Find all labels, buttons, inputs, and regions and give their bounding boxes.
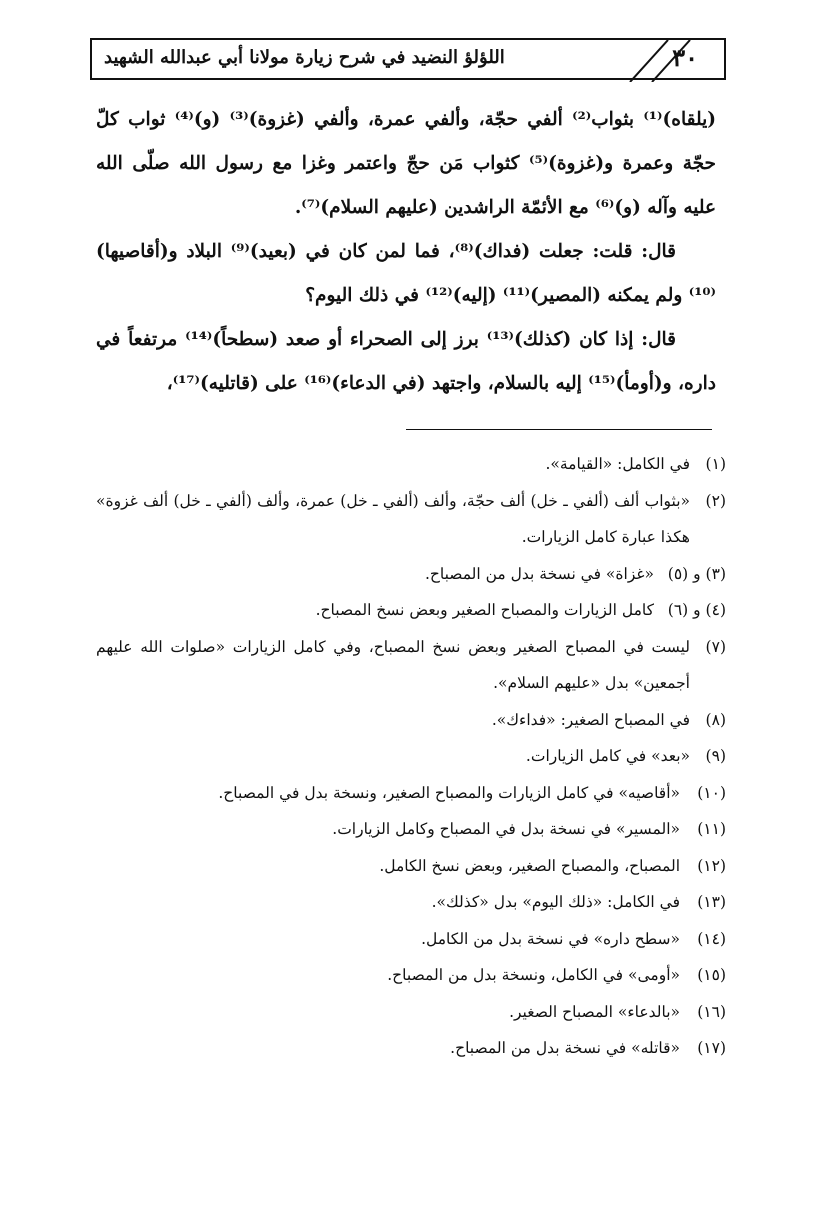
footnote [96,556,726,593]
footnote [96,702,726,739]
footnote [96,811,726,848]
footnote [96,775,726,812]
footnote-text: ليست في المصباح الصغير وبعض نسخ المصباح، وفي كامل الزيارات «صلوات الله عليهم أجمعين» بدل «عليهم السلام». [96,637,690,692]
footnote-divider [406,429,712,430]
page-number: ٣٠ [672,43,698,72]
footnote-text: «غزاة» في نسخة بدل من المصباح. [424,564,654,583]
paragraph-1: (يلقاه)⁽¹⁾ بثواب⁽²⁾ ألفي حجّة، وألفي عمرة، وألفي (غزوة)⁽³⁾ (و)⁽⁴⁾ ثواب كلّ حجّة وعمرة و(غزوة)⁽⁵⁾ كثواب مَن حجّ واعتمر وغزا مع رسول الله صلّى الله عليه وآله (و)⁽⁶⁾ مع الأئمّة الراشدين (عليهم السلام)⁽⁷⁾. [96,109,716,218]
footnote-number: (٢) [705,491,726,510]
footnote-text: المصباح، والمصباح الصغير، وبعض نسخ الكامل. [379,856,680,875]
footnotes [96,446,726,1067]
footnote-text: في المصباح الصغير: «فداءك». [491,710,690,729]
footnote-text: «أقاصيه» في كامل الزيارات والمصباح الصغير، ونسخة بدل في المصباح. [218,783,680,802]
footnote-number: (١٢) [697,856,726,875]
footnote [96,957,726,994]
footnote-text: في الكامل: «ذلك اليوم» بدل «كذلك». [431,893,680,911]
footnote [96,629,726,702]
footnote-text: «بثواب ألف (ألفي ـ خل) ألف حجّة، وألف (ألفي ـ خل) عمرة، وألف (ألفي ـ خل) ألف غزوة» هكذا عبارة كامل الزيارات. [96,491,690,546]
footnote-number: (١٠) [697,783,726,802]
paragraph-3: قال: إذا كان (كذلك)⁽¹³⁾ برز إلى الصحراء أو صعد (سطحاً)⁽¹⁴⁾ مرتفعاً في داره، و(أومأ)⁽¹⁵⁾ إليه بالسلام، واجتهد (في الدعاء)⁽¹⁶⁾ على (قاتليه)⁽¹⁷⁾، [96,329,716,394]
footnote-number: (١٣) [697,893,726,911]
footnote-number: (١٤) [697,929,726,948]
footnote-text: «قاتله» في نسخة بدل من المصباح. [450,1039,680,1057]
footnote-number: (٧) [705,637,726,656]
footnote-text: كامل الزيارات والمصباح الصغير وبعض نسخ المصباح. [315,601,654,619]
main-text [96,98,716,406]
footnote-text: «أومى» في الكامل، ونسخة بدل من المصباح. [387,966,680,984]
paragraph-2: قال: قلت: جعلت (فداك)⁽⁸⁾، فما لمن كان في (بعيد)⁽⁹⁾ البلاد و(أقاصيها)⁽¹⁰⁾ ولم يمكنه (المصير)⁽¹¹⁾ (إليه)⁽¹²⁾ في ذلك اليوم؟ [96,241,716,306]
footnote [96,446,726,483]
footnote [96,994,726,1031]
footnote-number: (١٦) [697,1002,726,1021]
running-title: اللؤلؤ النضيد في شرح زيارة مولانا أبي عبدالله الشهيد [104,47,505,68]
running-header [90,38,726,80]
footnote-text: «بالدعاء» المصباح الصغير. [509,1002,680,1021]
footnote [96,592,726,629]
footnote-number: (١١) [697,820,726,838]
footnote [96,483,726,556]
footnote [96,921,726,958]
footnote [96,1030,726,1067]
footnote-number: (٣) و (٥) [667,564,726,583]
footnote [96,848,726,885]
footnote-number: (١٥) [697,966,726,984]
footnote-text: «سطح داره» في نسخة بدل من الكامل. [421,929,680,948]
footnote-number: (١) [705,455,726,473]
footnote-number: (٨) [705,710,726,729]
footnote-number: (٩) [705,747,726,765]
footnote-number: (١٧) [697,1039,726,1057]
footnote-text: في الكامل: «القيامة». [545,455,690,473]
footnote-text: «المسير» في نسخة بدل في المصباح وكامل الزيارات. [332,820,680,838]
footnote [96,884,726,921]
footnote-text: «بعد» في كامل الزيارات. [525,747,690,765]
footnote-number: (٤) و (٦) [667,601,726,619]
footnote [96,738,726,775]
